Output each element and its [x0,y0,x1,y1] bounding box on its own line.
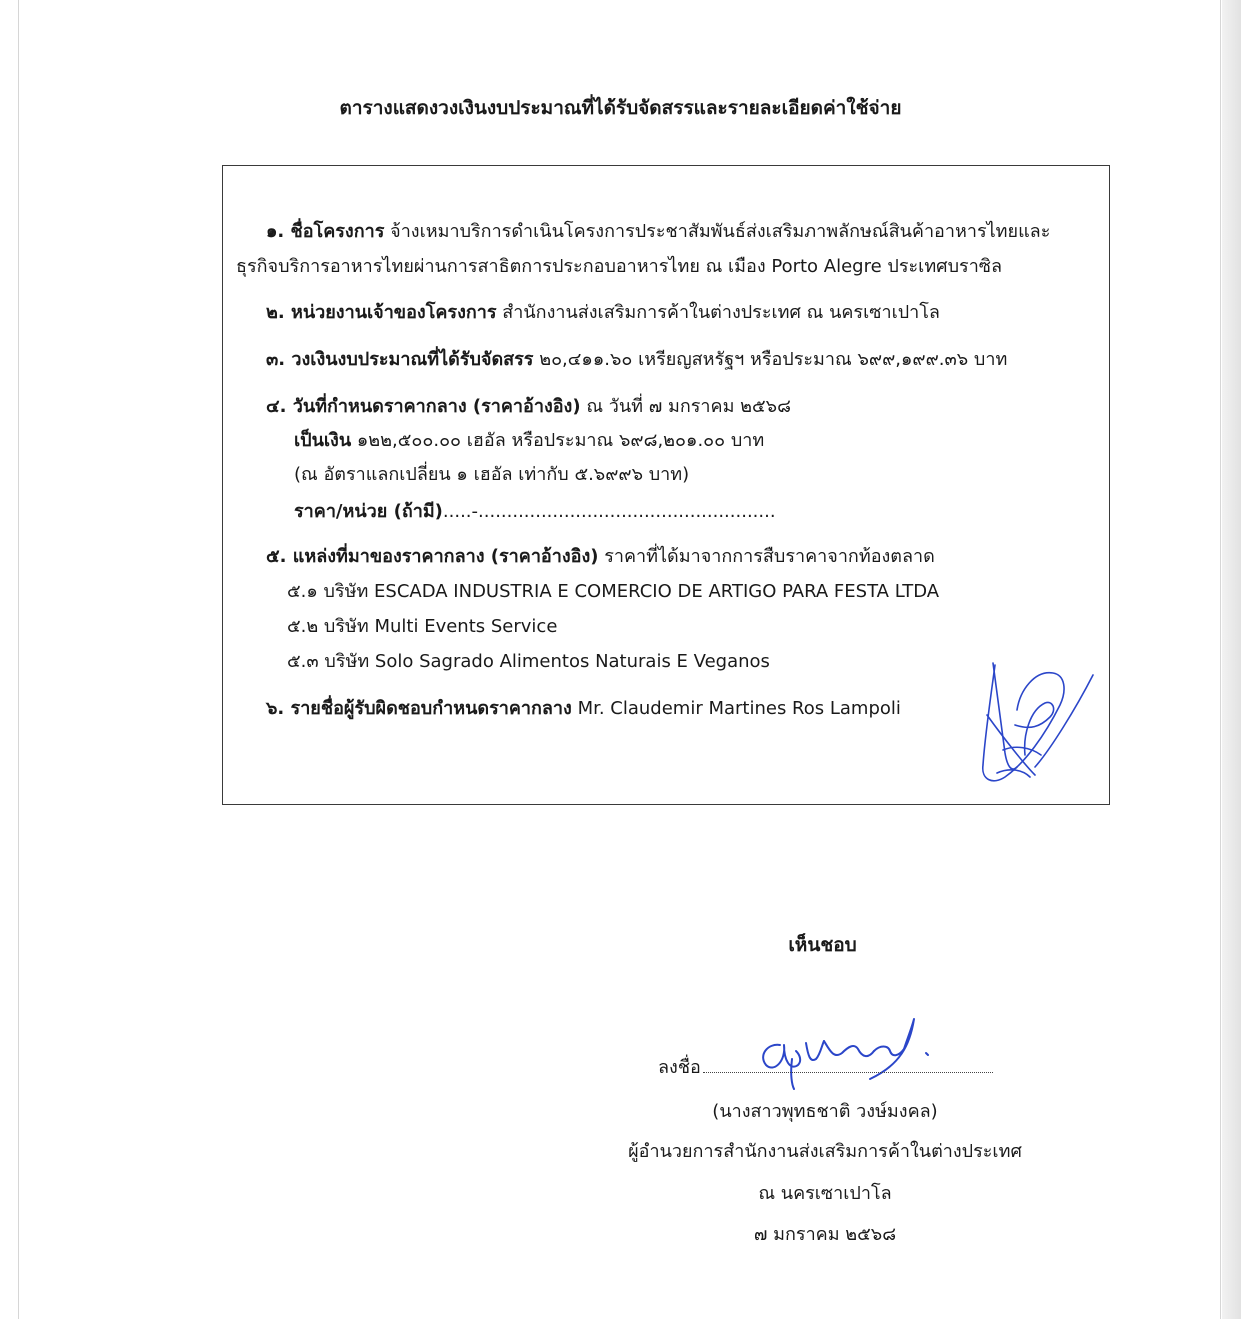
signer-name: (นางสาวพุทธชาติ วงษ์มงคล) [712,1101,938,1122]
item-4-amount-text: ๑๒๒,๕๐๐.๐๐ เฮอัล หรือประมาณ ๖๙๘,๒๐๑.๐๐ บาท [356,430,765,451]
approval-heading: เห็นชอบ [788,934,857,956]
item-4-row [266,398,791,416]
item-4-label: ๔. วันที่กำหนดราคากลาง (ราคาอ้างอิง) [266,396,581,417]
signature-dotted-line [703,1058,993,1073]
item-4-text: ณ วันที่ ๗ มกราคม ๒๕๖๘ [586,396,791,417]
item-2-label: ๒. หน่วยงานเจ้าของโครงการ [266,302,497,323]
item-3-label: ๓. วงเงินงบประมาณที่ได้รับจัดสรร [266,349,534,370]
item-1-text: จ้างเหมาบริการดำเนินโครงการประชาสัมพันธ์ส่งเสริมภาพลักษณ์สินค้าอาหารไทยและ [390,221,1051,242]
item-5-source-3: ๕.๓ บริษัท Solo Sagrado Alimentos Naturais E Veganos [287,651,770,672]
item-1-label: ๑. ชื่อโครงการ [266,221,385,242]
item-4-unit-text: .....-.................................................... [442,501,776,522]
item-6-text: Mr. Claudemir Martines Ros Lampoli [577,698,901,719]
item-6-label: ๖. รายชื่อผู้รับผิดชอบกำหนดราคากลาง [266,698,572,719]
item-4-amount-row [294,432,764,450]
item-3-text: ๒๐,๔๑๑.๖๐ เหรียญสหรัฐฯ หรือประมาณ ๖๙๙,๑๙๙.๓๖ บาท [539,349,1008,370]
item-1-text-continued: ธุรกิจบริการอาหารไทยผ่านการสาธิตการประกอบอาหารไทย ณ เมือง Porto Alegre ประเทศบราซิล [236,256,1003,277]
item-3-row [266,351,1007,369]
item-1-row [266,223,1050,241]
item-5-text: ราคาที่ได้มาจากการสืบราคาจากท้องตลาด [604,546,935,567]
responsible-signature-icon [975,655,1100,790]
approval-date: ๗ มกราคม ๒๕๖๘ [753,1224,897,1245]
sign-label: ลงชื่อ [658,1057,701,1078]
document-title: ตารางแสดงวงเงินงบประมาณที่ได้รับจัดสรรและรายละเอียดค่าใช้จ่าย [339,97,902,119]
page-shadow [1222,0,1241,1319]
item-5-label: ๕. แหล่งที่มาของราคากลาง (ราคาอ้างอิง) [266,546,599,567]
item-4-unit-label: ราคา/หน่วย (ถ้ามี) [294,501,443,522]
item-6-row [266,700,901,718]
item-5-source-2: ๕.๒ บริษัท Multi Events Service [287,616,558,637]
item-2-text: สำนักงานส่งเสริมการค้าในต่างประเทศ ณ นครเซาเปาโล [502,302,940,323]
item-5-source-1: ๕.๑ บริษัท ESCADA INDUSTRIA E COMERCIO DE ARTIGO PARA FESTA LTDA [287,581,940,602]
item-4-unit-row [294,503,776,521]
item-4-amount-label: เป็นเงิน [294,430,352,451]
signer-position: ผู้อำนวยการสำนักงานส่งเสริมการค้าในต่างประเทศ [628,1141,1022,1162]
signature-line [658,1052,993,1081]
signer-office: ณ นครเซาเปาโล [758,1183,892,1204]
item-2-row [266,304,940,322]
item-4-rate: (ณ อัตราแลกเปลี่ยน ๑ เฮอัล เท่ากับ ๕.๖๙๙๖ บาท) [294,464,690,485]
item-5-row [266,548,935,566]
